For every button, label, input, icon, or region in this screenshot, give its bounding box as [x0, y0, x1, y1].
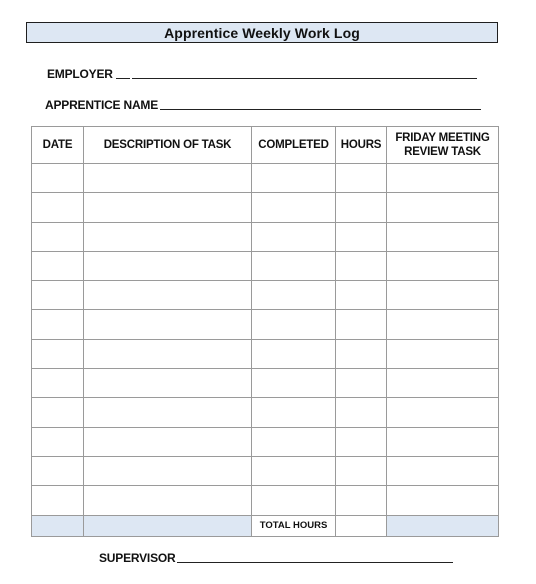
supervisor-input-line[interactable]	[177, 561, 453, 563]
table-row	[32, 251, 499, 280]
total-hours-value-cell[interactable]	[336, 515, 387, 536]
header-friday-line1: FRIDAY MEETING	[395, 132, 490, 144]
work-log-table	[31, 126, 499, 537]
date-cell[interactable]	[32, 251, 84, 280]
date-cell[interactable]	[32, 427, 84, 456]
date-cell[interactable]	[32, 310, 84, 339]
completed-cell[interactable]	[252, 193, 336, 222]
title-banner	[26, 22, 498, 43]
friday-review-cell[interactable]	[387, 486, 499, 515]
hours-cell[interactable]	[336, 486, 387, 515]
table-row	[32, 310, 499, 339]
header-friday-line2: REVIEW TASK	[404, 146, 481, 158]
completed-cell[interactable]	[252, 369, 336, 398]
employer-label: EMPLOYER	[47, 67, 113, 81]
description-cell[interactable]	[84, 193, 252, 222]
completed-cell[interactable]	[252, 456, 336, 485]
total-hours-label: TOTAL HOURS	[252, 515, 336, 536]
header-description: DESCRIPTION OF TASK	[84, 127, 252, 164]
hours-cell[interactable]	[336, 310, 387, 339]
description-cell[interactable]	[84, 251, 252, 280]
date-cell[interactable]	[32, 222, 84, 251]
hours-cell[interactable]	[336, 339, 387, 368]
friday-review-cell[interactable]	[387, 456, 499, 485]
completed-cell[interactable]	[252, 164, 336, 193]
hours-cell[interactable]	[336, 281, 387, 310]
hours-cell[interactable]	[336, 398, 387, 427]
completed-cell[interactable]	[252, 222, 336, 251]
date-cell[interactable]	[32, 486, 84, 515]
employer-field	[47, 67, 477, 81]
hours-cell[interactable]	[336, 427, 387, 456]
completed-cell[interactable]	[252, 339, 336, 368]
description-cell[interactable]	[84, 398, 252, 427]
friday-review-cell[interactable]	[387, 193, 499, 222]
friday-review-cell[interactable]	[387, 427, 499, 456]
description-cell[interactable]	[84, 339, 252, 368]
date-cell[interactable]	[32, 281, 84, 310]
completed-cell[interactable]	[252, 398, 336, 427]
table-row	[32, 486, 499, 515]
friday-review-cell[interactable]	[387, 222, 499, 251]
header-date: DATE	[32, 127, 84, 164]
date-cell[interactable]	[32, 456, 84, 485]
description-cell[interactable]	[84, 456, 252, 485]
table-row	[32, 369, 499, 398]
table-row	[32, 281, 499, 310]
description-cell[interactable]	[84, 427, 252, 456]
completed-cell[interactable]	[252, 486, 336, 515]
table-row	[32, 164, 499, 193]
description-cell[interactable]	[84, 222, 252, 251]
apprentice-name-input-line[interactable]	[160, 108, 481, 110]
description-cell[interactable]	[84, 281, 252, 310]
friday-review-cell[interactable]	[387, 251, 499, 280]
hours-cell[interactable]	[336, 456, 387, 485]
hours-cell[interactable]	[336, 251, 387, 280]
table-row	[32, 193, 499, 222]
hours-cell[interactable]	[336, 164, 387, 193]
table-row	[32, 427, 499, 456]
table-row	[32, 456, 499, 485]
total-row	[32, 515, 499, 536]
supervisor-field	[99, 551, 453, 565]
header-completed: COMPLETED	[252, 127, 336, 164]
hours-cell[interactable]	[336, 193, 387, 222]
total-row-empty-description	[84, 515, 252, 536]
description-cell[interactable]	[84, 369, 252, 398]
supervisor-label: SUPERVISOR	[99, 551, 176, 565]
friday-review-cell[interactable]	[387, 310, 499, 339]
table-header-row	[32, 127, 499, 164]
friday-review-cell[interactable]	[387, 164, 499, 193]
date-cell[interactable]	[32, 193, 84, 222]
date-cell[interactable]	[32, 369, 84, 398]
employer-input-line[interactable]	[132, 77, 477, 79]
employer-underline-short	[116, 77, 130, 79]
total-row-empty-date	[32, 515, 84, 536]
date-cell[interactable]	[32, 339, 84, 368]
hours-cell[interactable]	[336, 222, 387, 251]
table-row	[32, 398, 499, 427]
header-friday-meeting	[387, 127, 499, 164]
friday-review-cell[interactable]	[387, 369, 499, 398]
friday-review-cell[interactable]	[387, 281, 499, 310]
page-title: Apprentice Weekly Work Log	[164, 24, 360, 41]
completed-cell[interactable]	[252, 251, 336, 280]
header-hours: HOURS	[336, 127, 387, 164]
date-cell[interactable]	[32, 398, 84, 427]
apprentice-name-field	[45, 98, 481, 112]
table-row	[32, 339, 499, 368]
date-cell[interactable]	[32, 164, 84, 193]
description-cell[interactable]	[84, 486, 252, 515]
completed-cell[interactable]	[252, 281, 336, 310]
hours-cell[interactable]	[336, 369, 387, 398]
description-cell[interactable]	[84, 164, 252, 193]
completed-cell[interactable]	[252, 310, 336, 339]
apprentice-name-label: APPRENTICE NAME	[45, 98, 159, 112]
table-row	[32, 222, 499, 251]
description-cell[interactable]	[84, 310, 252, 339]
total-row-empty-friday	[387, 515, 499, 536]
friday-review-cell[interactable]	[387, 339, 499, 368]
friday-review-cell[interactable]	[387, 398, 499, 427]
completed-cell[interactable]	[252, 427, 336, 456]
